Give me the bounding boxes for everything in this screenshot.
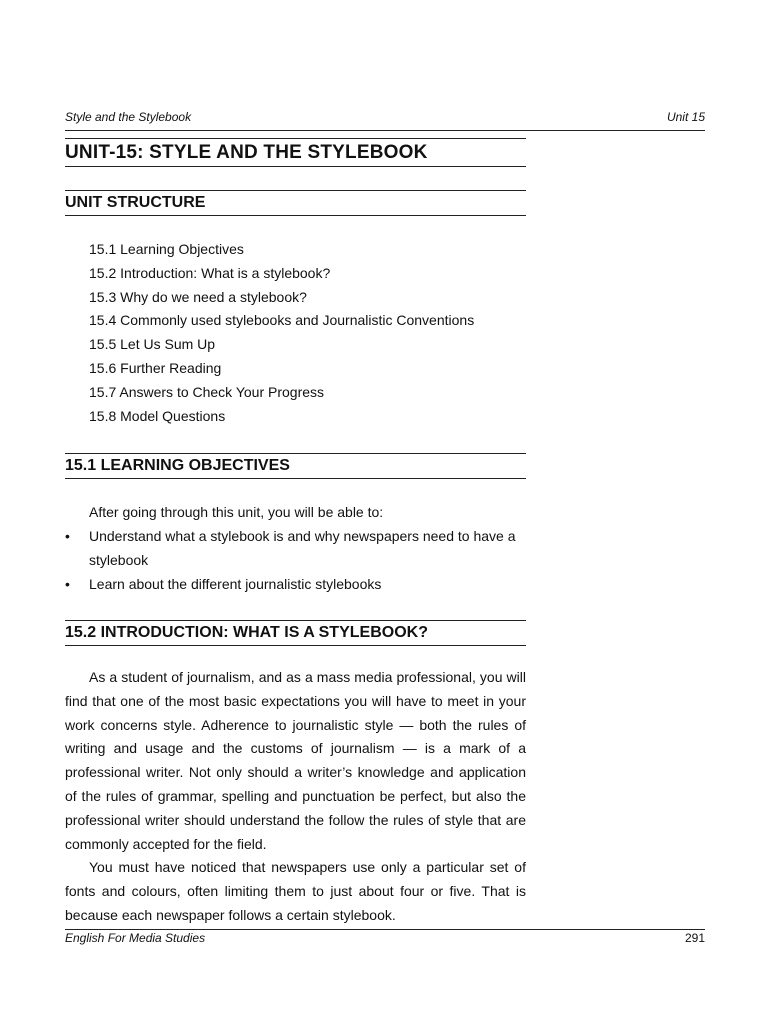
toc-item: 15.5 Let Us Sum Up (89, 336, 216, 353)
objectives-intro: After going through this unit, you will be able to: (89, 504, 384, 520)
footer-title: English For Media Studies (65, 931, 206, 945)
learning-objectives-heading: 15.1 LEARNING OBJECTIVES (65, 453, 526, 479)
header-title: Style and the Stylebook (65, 110, 192, 124)
objective-text: Understand what a stylebook is and why newspapers need to have a stylebook (89, 528, 516, 568)
introduction-body (65, 666, 526, 928)
bullet-icon: • (65, 576, 70, 592)
toc-item: 15.1 Learning Objectives (89, 241, 244, 257)
toc-item: 15.2 Introduction: What is a stylebook? (89, 264, 331, 281)
toc-item: 15.8 Model Questions (89, 407, 226, 424)
running-header (65, 110, 705, 131)
header-unit: Unit 15 (666, 110, 705, 124)
bullet-icon: • (65, 528, 70, 544)
page-number: 291 (684, 931, 705, 945)
running-footer (65, 929, 705, 945)
unit-structure-heading: UNIT STRUCTURE (65, 190, 526, 216)
toc-item: 15.7 Answers to Check Your Progress (89, 383, 325, 400)
objective-text: Learn about the different journalistic stylebooks (89, 576, 382, 592)
unit-title: UNIT-15: STYLE AND THE STYLEBOOK (65, 138, 526, 167)
unit-structure-list (65, 238, 550, 428)
toc-item: 15.6 Further Reading (89, 359, 222, 376)
introduction-heading: 15.2 INTRODUCTION: WHAT IS A STYLEBOOK? (65, 620, 526, 646)
paragraph: You must have noticed that newspapers use only a particular set of fonts and colours, often limiting them to just about four or five. That is because each newspaper follows a certain stylebook. (65, 859, 526, 923)
toc-item: 15.4 Commonly used stylebooks and Journalistic Conventions (89, 312, 475, 329)
objective-item (65, 572, 526, 596)
objective-item (65, 524, 526, 572)
toc-item: 15.3 Why do we need a stylebook? (89, 288, 307, 305)
paragraph: As a student of journalism, and as a mass media professional, you will find that one of the most basic expectations you will have to meet in your work concerns style. Adherence to journalistic style — both the rules of writing and usage and the customs of journalism — is a mark of a professional writer. Not only should a writer’s knowledge and application of the rules of grammar, spelling and punctuation be perfect, but also the professional writer should understand the follow the rules of style that are commonly accepted for the field. (65, 669, 526, 852)
objectives-list (65, 524, 526, 596)
